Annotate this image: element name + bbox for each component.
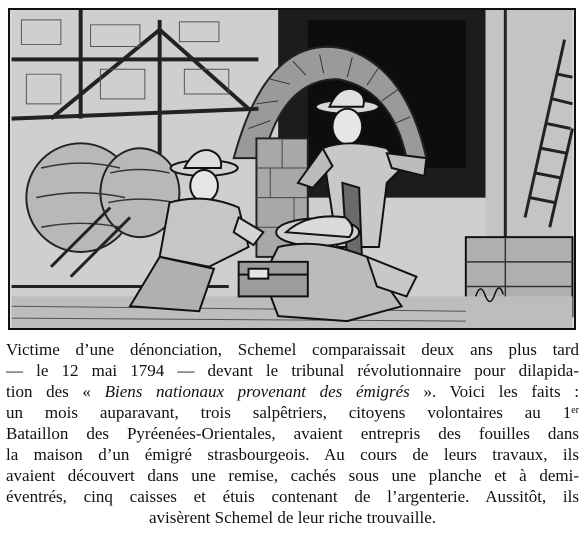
caption-italic-title: Biens nationaux provenant des émigrés xyxy=(104,382,410,401)
caption-line-4-text: un mois auparavant, trois salpêtriers, citoyens volontaires au 1 xyxy=(6,403,572,422)
caption-line-2: — le 12 mai 1794 — devant le tribunal révolutionnaire pour dilapida- xyxy=(6,361,579,380)
caption-line-9: avisèrent Schemel de leur riche trouvaille. xyxy=(149,508,436,527)
caption-text xyxy=(6,339,579,528)
caption-superscript: er xyxy=(571,405,579,416)
caption-line-8: éventrés, cinq caisses et étuis contenant de l’argenterie. Aussitôt, ils xyxy=(6,487,579,506)
caption-line-3-start: tion des « xyxy=(6,382,105,401)
caption-line-1: Victime d’une dénonciation, Schemel comparaissait deux ans plus tard xyxy=(6,340,579,359)
caption-line-3-end: ». Voici les faits : xyxy=(409,382,580,401)
caption-line-4 xyxy=(6,402,579,423)
caption-line-7: avaient découvert dans une remise, cachés sous une planche et à demi- xyxy=(6,466,579,485)
caption-line-3 xyxy=(6,381,579,402)
cellar-scene-illustration xyxy=(8,8,576,330)
caption-line-5: Bataillon des Pyréenées-Orientales, avaient entrepris des fouilles dans xyxy=(6,424,579,443)
caption-line-6: la maison d’un émigré strasbourgeois. Au cours de leurs travaux, ils xyxy=(6,445,579,464)
sketch-drawing xyxy=(10,10,574,328)
